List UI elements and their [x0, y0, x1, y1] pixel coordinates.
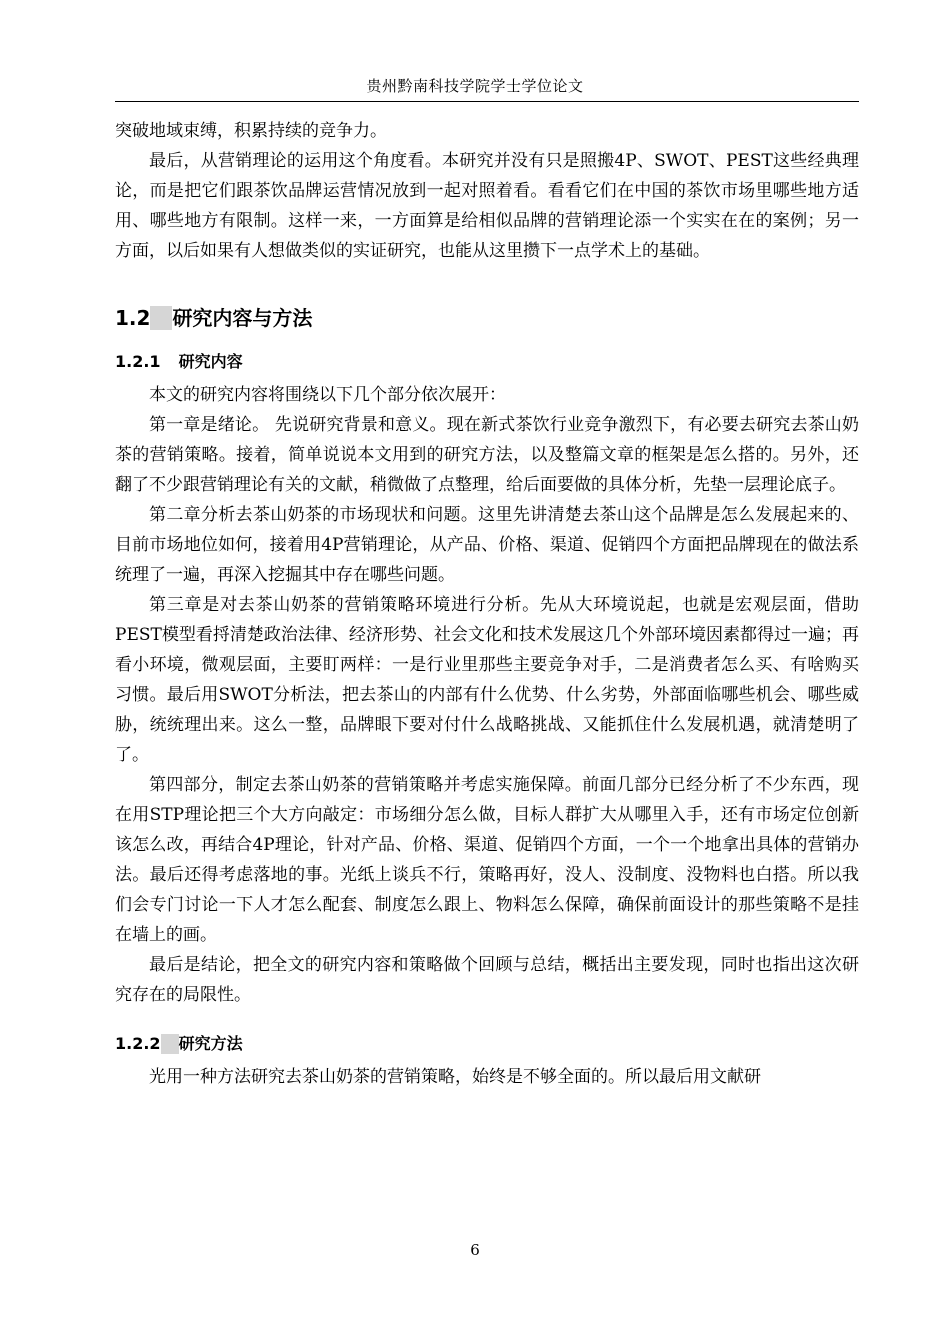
paragraph-chapter-3: 第三章是对去茶山奶茶的营销策略环境进行分析。先从大环境说起，也就是宏观层面，借助PEST模型看捋清楚政治法律、经济形势、社会文化和技术发展这几个外部环境因素都得过一遍；再看小环境，微观层面，主要盯两样：一是行业里那些主要竞争对手，二是消费者怎么买、有啥购买习惯。最后用SWOT分析法，把去茶山的内部有什么优势、什么劣势，外部面临哪些机会、哪些威胁，统统理出来。这么一整，品牌眼下要对付什么战略挑战、又能抓住什么发展机遇，就清楚明了了。	[115, 595, 859, 765]
section-number: 1.2	[115, 306, 151, 330]
section-title: 研究内容与方法	[172, 306, 313, 330]
page-number: 6	[470, 1241, 480, 1259]
paragraph-content-intro: 本文的研究内容将围绕以下几个部分依次展开：	[149, 385, 506, 405]
section-heading-1-2	[115, 304, 859, 332]
heading-space-marker	[161, 1034, 179, 1054]
body-text	[115, 116, 859, 1092]
subsection-heading-1-2-1	[115, 350, 859, 374]
paragraph-theory-application: 最后，从营销理论的运用这个角度看。本研究并没有只是照搬4P、SWOT、PEST这些经典理论，而是把它们跟茶饮品牌运营情况放到一起对照着看。看看它们在中国的茶饮市场里哪些地方适用、哪些地方有限制。这样一来，一方面算是给相似品牌的营销理论添一个实实在在的案例；另一方面，以后如果有人想做类似的实证研究，也能从这里攒下一点学术上的基础。	[115, 151, 859, 261]
running-header: 贵州黔南科技学院学士学位论文	[366, 77, 584, 95]
paragraph-continued: 突破地域束缚，积累持续的竞争力。	[115, 121, 387, 141]
heading-space-marker	[150, 306, 172, 330]
subsection-heading-1-2-2	[115, 1032, 859, 1056]
subsection-number: 1.2.1	[115, 352, 161, 371]
paragraph-chapter-1: 第一章是绪论。 先说研究背景和意义。现在新式茶饮行业竞争激烈下，有必要去研究去茶山奶茶的营销策略。接着，简单说说本文用到的研究方法，以及整篇文章的框架是怎么搭的。另外，还翻了不少跟营销理论有关的文献，稍微做了点整理，给后面要做的具体分析，先垫一层理论底子。	[115, 415, 859, 495]
subsection-number: 1.2.2	[115, 1034, 161, 1053]
header-rule	[115, 101, 859, 102]
subsection-title: 研究内容	[178, 352, 243, 371]
paragraph-methods-intro: 光用一种方法研究去茶山奶茶的营销策略，始终是不够全面的。所以最后用文献研	[149, 1067, 761, 1087]
paragraph-conclusion: 最后是结论，把全文的研究内容和策略做个回顾与总结，概括出主要发现，同时也指出这次研究存在的局限性。	[115, 955, 859, 1005]
paragraph-chapter-2: 第二章分析去茶山奶茶的市场现状和问题。这里先讲清楚去茶山这个品牌是怎么发展起来的、目前市场地位如何，接着用4P营销理论，从产品、价格、渠道、促销四个方面把品牌现在的做法系统理了一遍，再深入挖掘其中存在哪些问题。	[115, 505, 859, 585]
paragraph-part-4: 第四部分，制定去茶山奶茶的营销策略并考虑实施保障。前面几部分已经分析了不少东西，现在用STP理论把三个大方向敲定：市场细分怎么做，目标人群扩大从哪里入手，还有市场定位创新该怎么改，再结合4P理论，针对产品、价格、渠道、促销四个方面，一个一个地拿出具体的营销办法。最后还得考虑落地的事。光纸上谈兵不行，策略再好，没人、没制度、没物料也白搭。所以我们会专门讨论一下人才怎么配套、制度怎么跟上、物料怎么保障，确保前面设计的那些策略不是挂在墙上的画。	[115, 775, 859, 945]
subsection-title: 研究方法	[178, 1034, 243, 1053]
